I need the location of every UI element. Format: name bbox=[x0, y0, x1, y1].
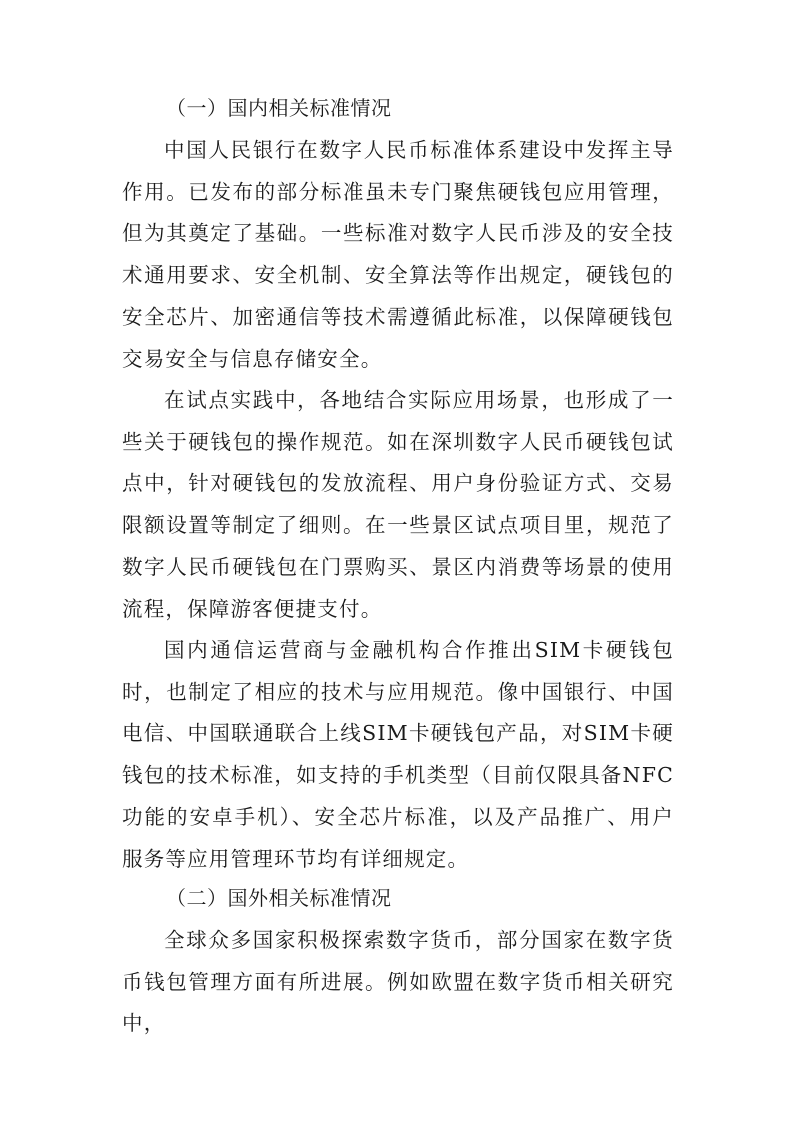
paragraph-domestic-3: 国内通信运营商与金融机构合作推出SIM卡硬钱包时，也制定了相应的技术与应用规范。像中国银行、中国电信、中国联通联合上线SIM卡硬钱包产品，对SIM卡硬钱包的技术标准，如支持的手机类型（目前仅限具备NFC功能的安卓手机）、安全芯片标准，以及产品推广、用户服务等应用管理环节均有详细规定。 bbox=[122, 638, 674, 871]
section-heading-foreign: （二）国外相关标准情况 bbox=[166, 886, 392, 910]
paragraph-domestic-1: 中国人民银行在数字人民币标准体系建设中发挥主导作用。已发布的部分标准虽未专门聚焦硬钱包应用管理，但为其奠定了基础。一些标准对数字人民币涉及的安全技术通用要求、安全机制、安全算法等作出规定，硬钱包的安全芯片、加密通信等技术需遵循此标准，以保障硬钱包交易安全与信息存储安全。 bbox=[122, 138, 674, 371]
section-heading-domestic: （一）国内相关标准情况 bbox=[166, 96, 392, 120]
paragraph-foreign-1: 全球众多国家积极探索数字货币，部分国家在数字货币钱包管理方面有所进展。例如欧盟在数字货币相关研究中， bbox=[122, 928, 674, 1036]
paragraph-domestic-2: 在试点实践中，各地结合实际应用场景，也形成了一些关于硬钱包的操作规范。如在深圳数字人民币硬钱包试点中，针对硬钱包的发放流程、用户身份验证方式、交易限额设置等制定了细则。在一些景区试点项目里，规范了数字人民币硬钱包在门票购买、景区内消费等场景的使用流程，保障游客便捷支付。 bbox=[122, 388, 674, 621]
